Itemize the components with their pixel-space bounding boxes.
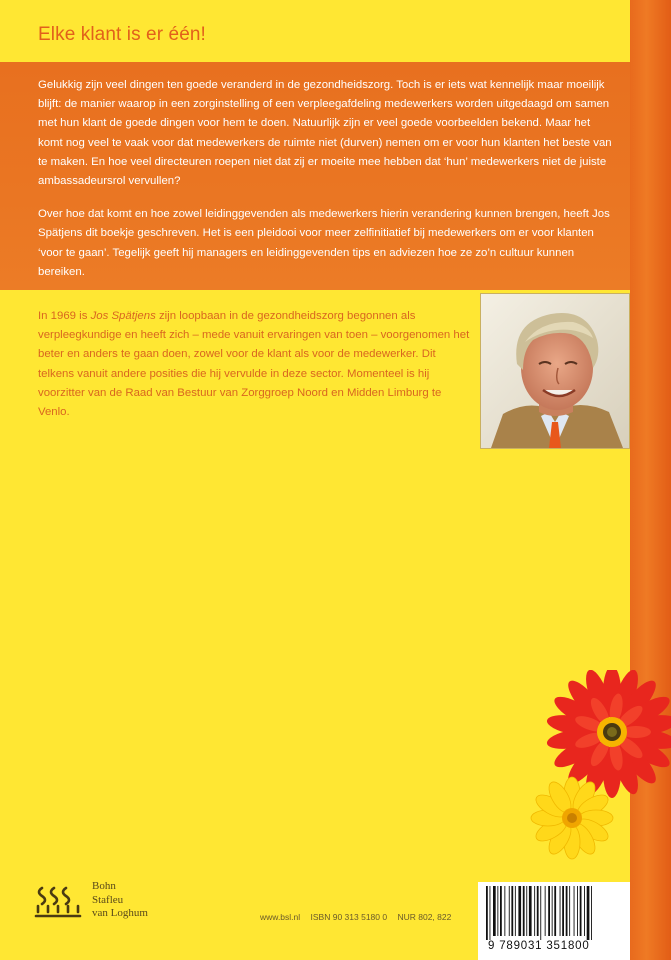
- author-name: Jos Spätjens: [90, 310, 156, 322]
- publisher-block: [34, 880, 214, 930]
- publisher-name-line-3: van Loghum: [92, 907, 148, 919]
- flowers-illustration: [528, 670, 671, 860]
- isbn-number: ISBN 90 313 5180 0: [310, 912, 388, 922]
- publisher-name-line-1: Bohn: [92, 880, 116, 892]
- barcode: [478, 882, 630, 960]
- bio-text: zijn loopbaan in de gezondheidszorg begonnen als verpleegkundige en heeft zich – mede vanuit ervaringen van toen – voorgenomen het beter en anders te gaan doen, zowel voor de klant als voor de medewerker. Dit telkens vanuit andere posities die hij vervulde in deze sector. Momenteel is hij voorzitter van de Raad van Bestuur van Zorggroep Noord en Midden Limburg te Venlo.: [38, 310, 470, 419]
- publisher-website: www.bsl.nl: [260, 912, 301, 922]
- bio-prefix: In 1969 is: [38, 310, 91, 322]
- intro-paragraph-2: Over hoe dat komt en hoe zowel leidinggevenden als medewerkers hierin verandering kunnen brengen, heeft Jos Spätjens dit boekje geschreven. Het is een pleidooi voor meer zelfinitiatief bij medewerkers om er voor klanten ‘voor te gaan’. Tegelijk geeft hij managers en leidinggevenden tips en adviezen hoe ze zo’n cultuur kunnen bereiken.: [38, 208, 610, 278]
- footer-info: [260, 912, 459, 922]
- publisher-name: [92, 880, 148, 921]
- author-photo: [480, 293, 630, 449]
- barcode-icon: [484, 886, 624, 940]
- intro-text: [38, 76, 616, 296]
- barcode-digits: 9 789031 351800: [488, 940, 590, 952]
- nur-code: NUR 802, 822: [397, 912, 452, 922]
- title-band: [0, 0, 630, 62]
- intro-paragraph-1: Gelukkig zijn veel dingen ten goede veranderd in de gezondheidszorg. Toch is er iets wat kennelijk maar moeilijk blijft: de manier waarop in een zorginstelling of een verpleegafdeling medewerkers worden uitgedaagd om samen met hun klant de goede dingen voor hem te doen. Natuurlijk zijn er veel goede voorbeelden bekend. Maar het komt nog veel te vaak voor dat medewerkers de ruimte niet (durven) nemen om er voor hun klanten het beste van te maken. En hoe veel directeuren roepen niet dat zij er moeite mee hebben dat ‘hun’ medewerkers niet de juiste ambassadeursrol vervullen?: [38, 79, 612, 188]
- publisher-logo-icon: [34, 882, 82, 922]
- publisher-name-line-2: Stafleu: [92, 893, 124, 906]
- author-bio: [38, 307, 470, 422]
- flower-icon: [528, 670, 671, 860]
- book-title: Elke klant is er één!: [38, 24, 206, 45]
- author-portrait-image: [481, 294, 629, 448]
